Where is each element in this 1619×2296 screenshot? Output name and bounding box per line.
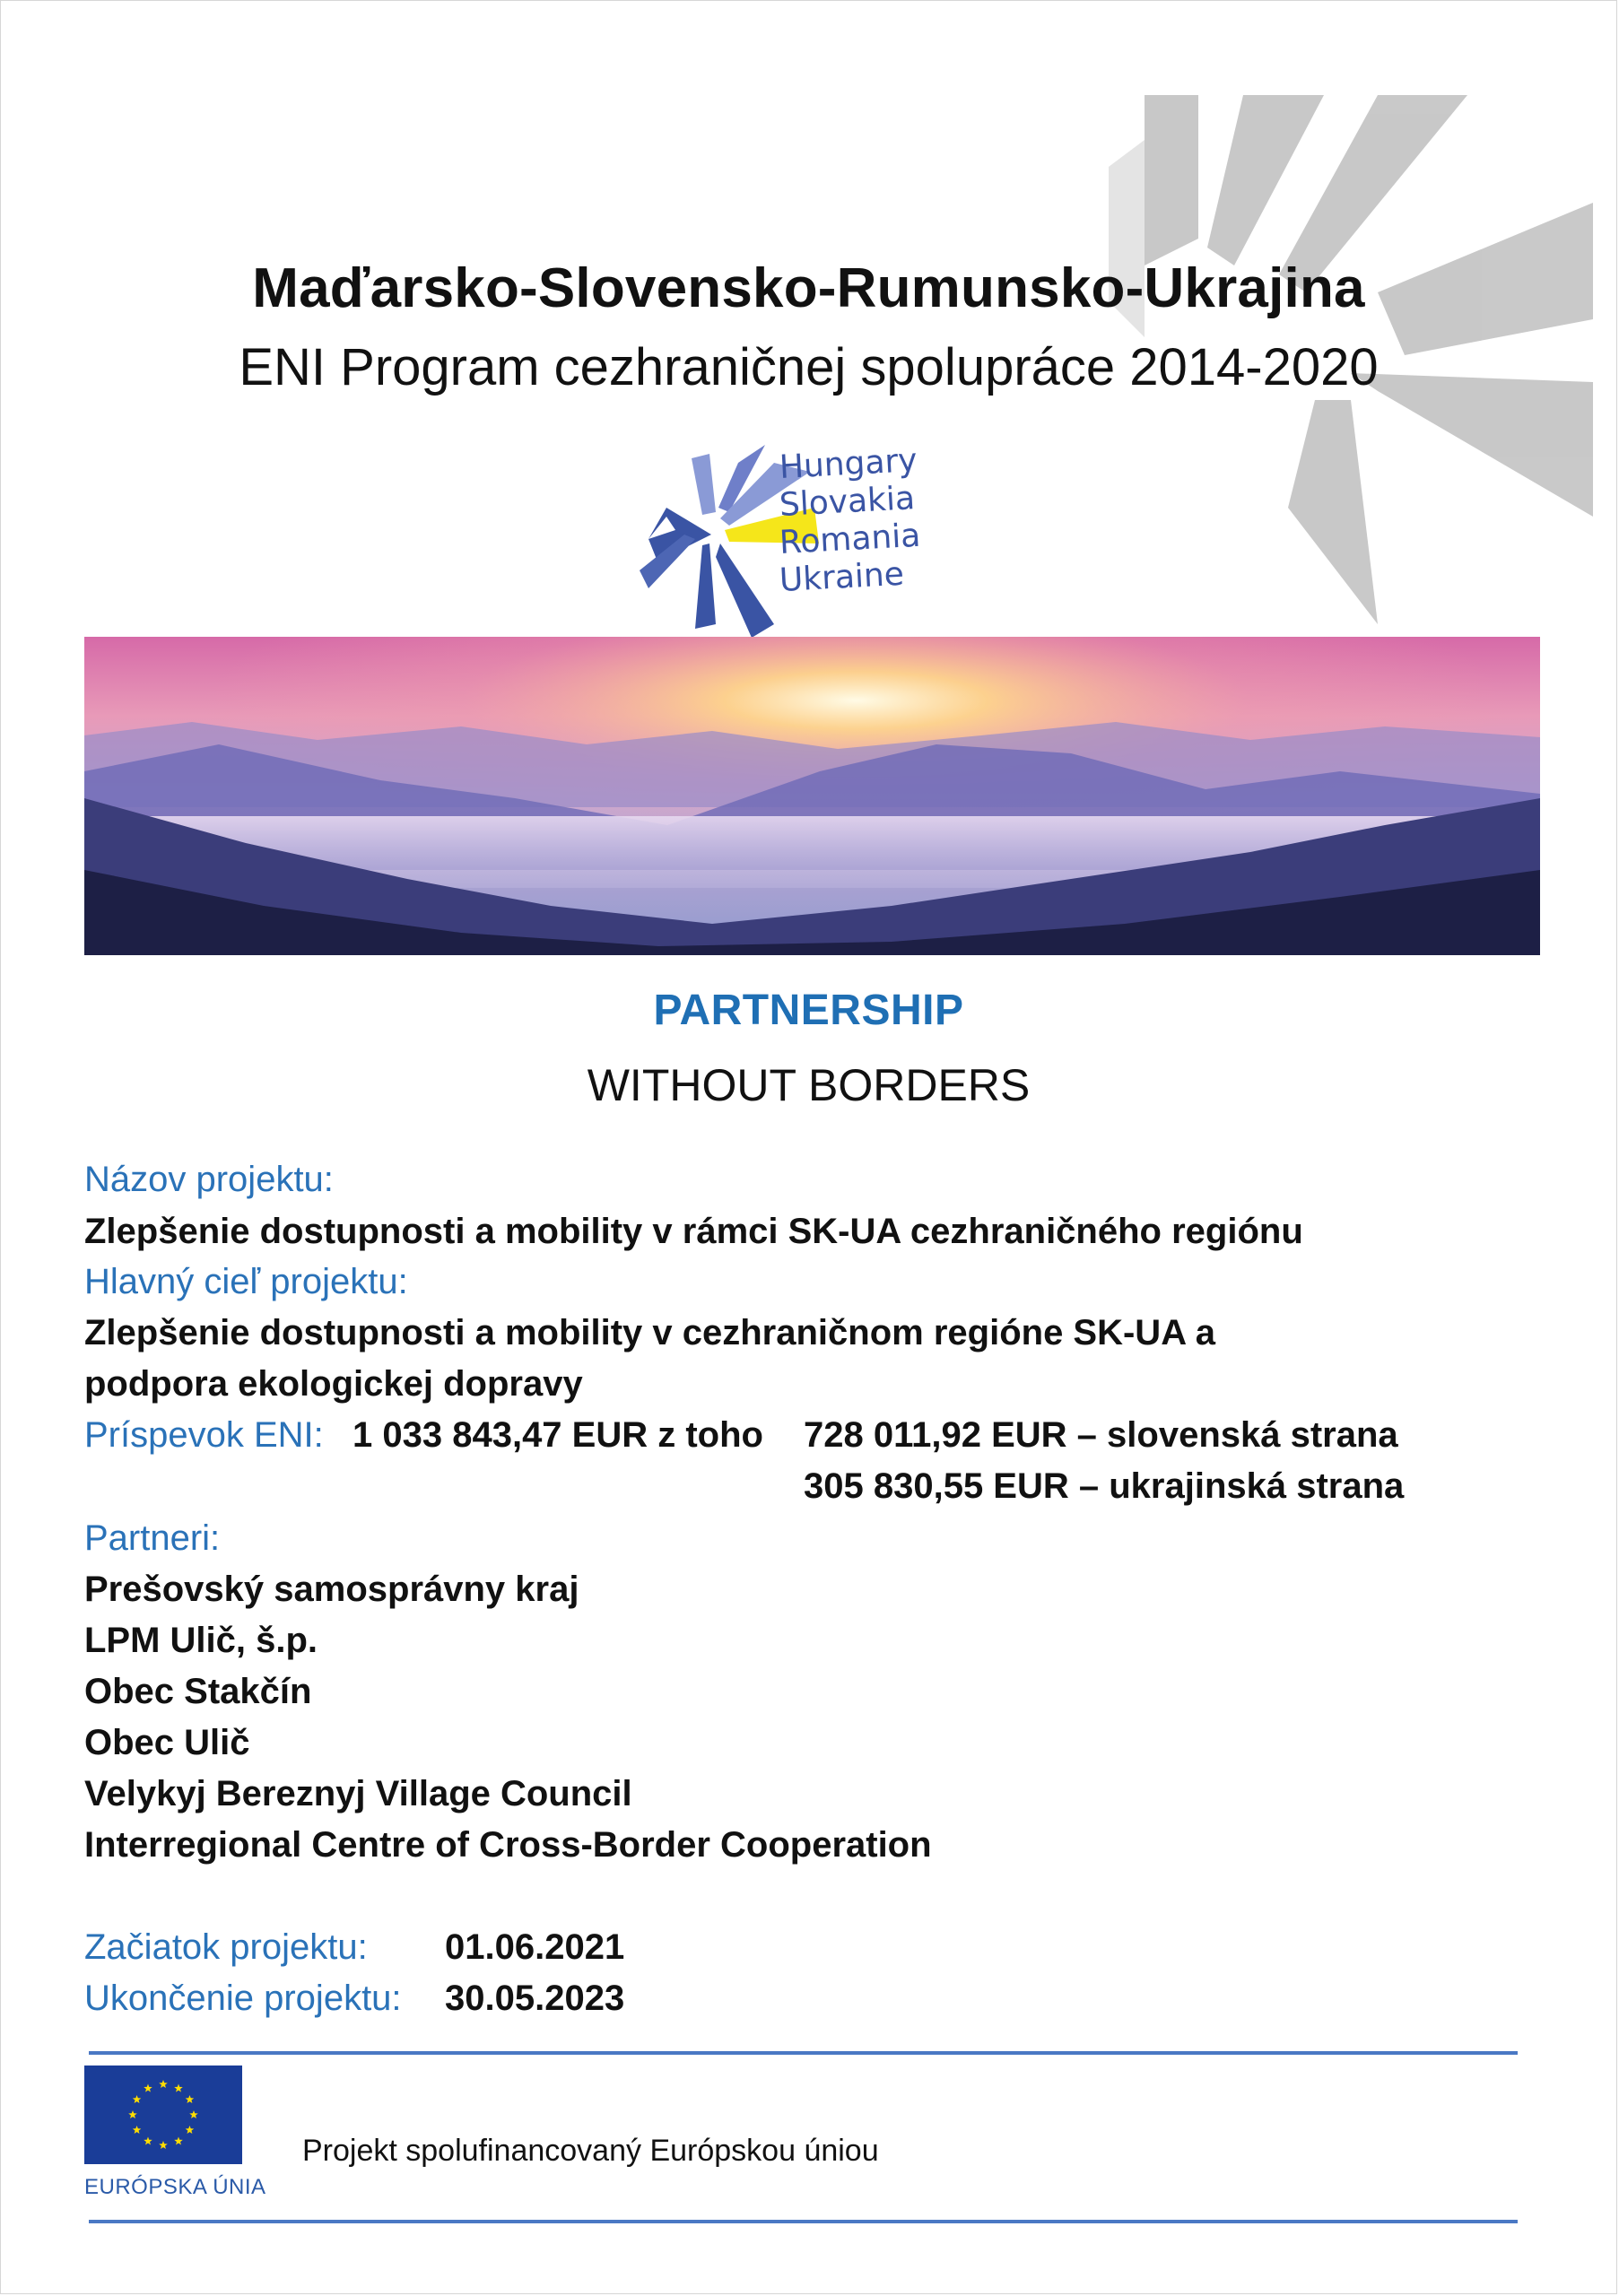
cofinancing-note: Projekt spolufinancovaný Európskou úniou bbox=[302, 2134, 879, 2168]
project-goal-line-2: podpora ekologickej dopravy bbox=[84, 1364, 583, 1404]
contribution-slovak-side: 728 011,92 EUR – slovenská strana bbox=[804, 1415, 1398, 1455]
eu-star-icon bbox=[189, 2110, 198, 2118]
eu-star-icon bbox=[133, 2126, 142, 2134]
program-title: Maďarsko-Slovensko-Rumunsko-Ukrajina bbox=[252, 257, 1365, 319]
eu-flag-icon bbox=[84, 2066, 242, 2164]
footer-divider-bottom bbox=[89, 2220, 1518, 2223]
mountain-sunrise-image bbox=[84, 637, 1540, 955]
partner-item: Obec Ulič bbox=[84, 1723, 250, 1762]
partner-item: Interregional Centre of Cross-Border Cooperation bbox=[84, 1825, 932, 1865]
start-date-label: Začiatok projektu: bbox=[84, 1927, 368, 1967]
contribution-label: Príspevok ENI: bbox=[84, 1415, 324, 1455]
partner-item: Prešovský samosprávny kraj bbox=[84, 1570, 579, 1609]
eu-star-icon bbox=[186, 2095, 195, 2103]
eu-star-icon bbox=[144, 2136, 152, 2144]
eu-star-icon bbox=[186, 2126, 195, 2134]
partner-item: Obec Stakčín bbox=[84, 1672, 312, 1711]
slogan-line-2: WITHOUT BORDERS bbox=[587, 1060, 1031, 1110]
footer-divider-top bbox=[89, 2051, 1518, 2055]
end-date: 30.05.2023 bbox=[445, 1979, 625, 2018]
mountain-sunrise-banner bbox=[84, 637, 1540, 955]
eu-star-icon bbox=[159, 2080, 168, 2088]
logo-word: Romania bbox=[778, 517, 922, 561]
contribution-ukrainian-side: 305 830,55 EUR – ukrajinská strana bbox=[804, 1466, 1405, 1506]
eu-star-icon bbox=[128, 2110, 137, 2118]
logo-word: Slovakia bbox=[778, 480, 916, 524]
logo-wordmark bbox=[778, 441, 922, 600]
project-name-label: Názov projektu: bbox=[84, 1160, 334, 1199]
partner-item: LPM Ulič, š.p. bbox=[84, 1621, 318, 1660]
project-goal-line-1: Zlepšenie dostupnosti a mobility v cezhraničnom regióne SK-UA a bbox=[84, 1313, 1215, 1352]
project-goal-label: Hlavný cieľ projektu: bbox=[84, 1262, 408, 1301]
partner-item: Velykyj Bereznyj Village Council bbox=[84, 1774, 632, 1813]
project-name: Zlepšenie dostupnosti a mobility v rámci SK-UA cezhraničného regiónu bbox=[84, 1212, 1303, 1251]
end-date-label: Ukončenie projektu: bbox=[84, 1979, 402, 2018]
program-subtitle: ENI Program cezhraničnej spolupráce 2014-2020 bbox=[239, 338, 1379, 396]
start-date: 01.06.2021 bbox=[445, 1927, 625, 1967]
contribution-total: 1 033 843,47 EUR z toho bbox=[353, 1415, 763, 1455]
partners-label: Partneri: bbox=[84, 1518, 221, 1558]
eu-star-icon bbox=[174, 2084, 183, 2092]
eu-star-icon bbox=[144, 2084, 152, 2092]
slogan-line-1: PARTNERSHIP bbox=[653, 987, 964, 1034]
logo-word: Ukraine bbox=[778, 555, 905, 599]
logo-word: Hungary bbox=[778, 441, 918, 486]
eu-star-icon bbox=[133, 2095, 142, 2103]
eu-label: EURÓPSKA ÚNIA bbox=[84, 2175, 266, 2199]
eu-star-icon bbox=[159, 2141, 168, 2149]
eu-star-icon bbox=[174, 2136, 183, 2144]
